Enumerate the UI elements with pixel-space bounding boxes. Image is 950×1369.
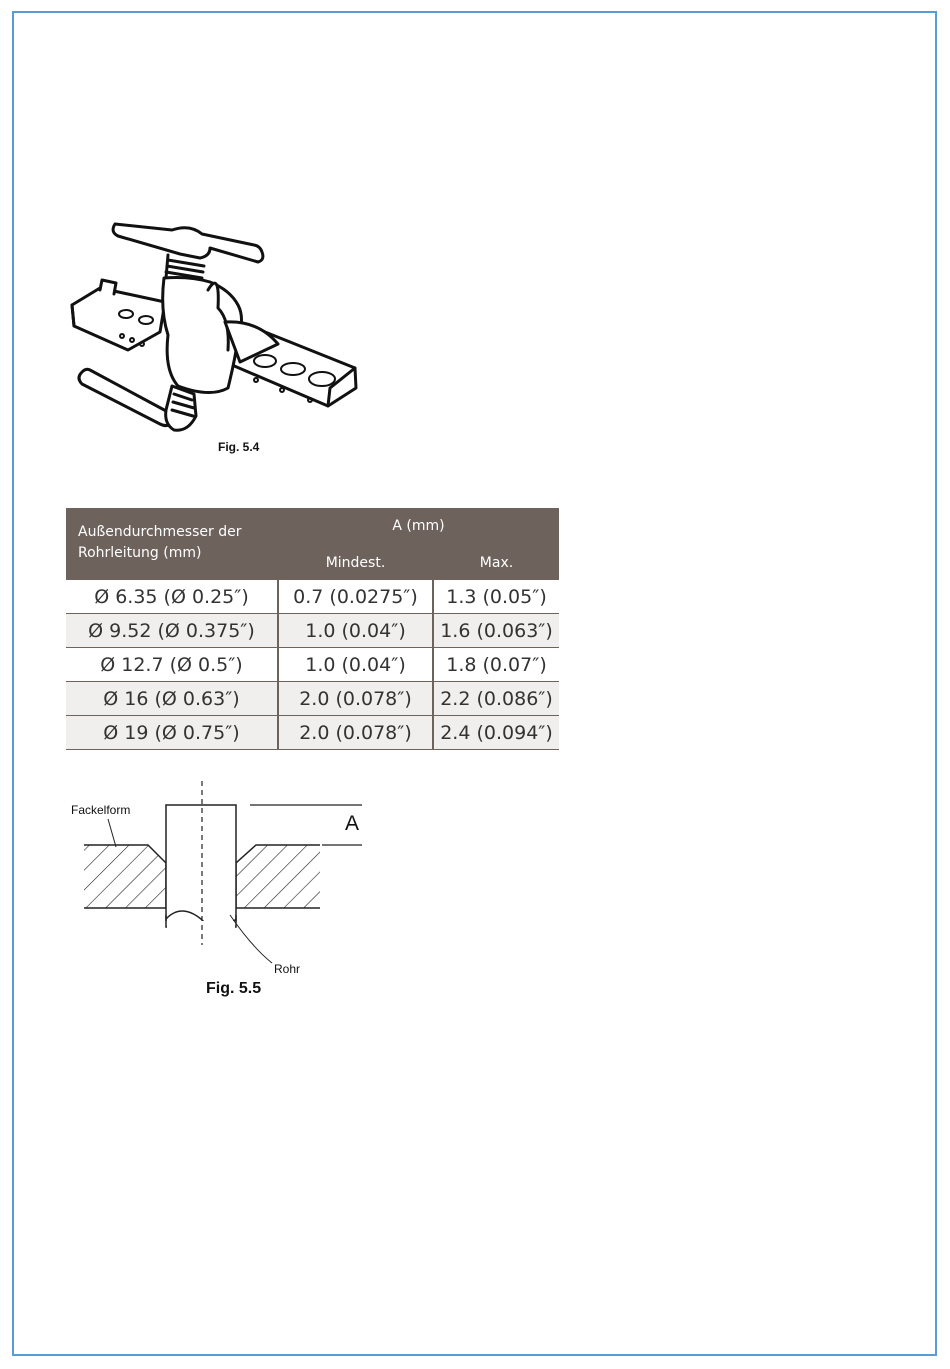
cell-diameter: Ø 9.52 (Ø 0.375″) [66,614,278,648]
cell-max: 1.6 (0.063″) [433,614,559,648]
cell-min: 1.0 (0.04″) [278,648,433,682]
cell-max: 2.4 (0.094″) [433,716,559,750]
flare-dimension-table [66,508,559,750]
cell-diameter: Ø 12.7 (Ø 0.5″) [66,648,278,682]
label-pipe: Rohr [274,962,301,976]
cell-min: 0.7 (0.0275″) [278,580,433,614]
figure-caption-5-4: Fig. 5.4 [218,440,260,454]
table-row [66,614,559,648]
cell-min: 2.0 (0.078″) [278,716,433,750]
label-flare-form: Fackelform [71,803,131,817]
figure-caption-5-5: Fig. 5.5 [206,980,262,997]
header-dimension-a: A (mm) [278,508,559,546]
cell-max: 1.8 (0.07″) [433,648,559,682]
table-row [66,648,559,682]
header-min: Mindest. [278,546,433,580]
header-max: Max. [433,546,559,580]
table-row [66,682,559,716]
cell-diameter: Ø 19 (Ø 0.75″) [66,716,278,750]
cell-min: 1.0 (0.04″) [278,614,433,648]
cell-min: 2.0 (0.078″) [278,682,433,716]
label-dimension-a: A [345,812,360,835]
cell-max: 2.2 (0.086″) [433,682,559,716]
flaring-tool-illustration [60,210,370,440]
header-pipe-diameter: Außendurchmesser der Rohrleitung (mm) [66,508,278,580]
table-row [66,580,559,614]
table-row [66,716,559,750]
cell-max: 1.3 (0.05″) [433,580,559,614]
cell-diameter: Ø 16 (Ø 0.63″) [66,682,278,716]
cell-diameter: Ø 6.35 (Ø 0.25″) [66,580,278,614]
